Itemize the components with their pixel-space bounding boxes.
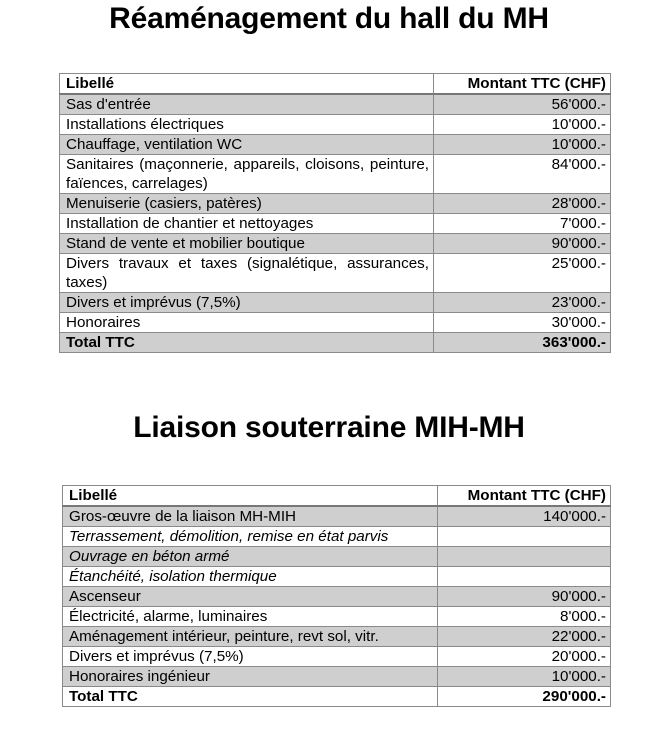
row-label: Étanchéité, isolation thermique (63, 567, 438, 587)
table1-title: Réaménagement du hall du MH (109, 2, 549, 35)
table-row (63, 587, 611, 607)
total-label: Total TTC (63, 687, 438, 707)
table-header-row (60, 74, 611, 95)
row-label: Divers et imprévus (7,5%) (60, 293, 434, 313)
table-row (63, 567, 611, 587)
total-amount: 363'000.- (434, 333, 611, 353)
table-row (63, 647, 611, 667)
table-row (60, 155, 611, 194)
table-row (60, 234, 611, 254)
row-label: Sas d'entrée (60, 94, 434, 115)
row-amount: 25'000.- (434, 254, 611, 293)
row-amount: 10'000.- (434, 115, 611, 135)
row-label: Honoraires (60, 313, 434, 333)
total-amount: 290'000.- (438, 687, 611, 707)
row-amount: 56'000.- (434, 94, 611, 115)
row-amount (438, 527, 611, 547)
row-amount (438, 567, 611, 587)
table-header-row (63, 486, 611, 507)
row-label: Installation de chantier et nettoyages (60, 214, 434, 234)
table-row (63, 506, 611, 527)
row-label: Menuiserie (casiers, patères) (60, 194, 434, 214)
row-label: Électricité, alarme, luminaires (63, 607, 438, 627)
row-label: Aménagement intérieur, peinture, revt sol, vitr. (63, 627, 438, 647)
table-row (60, 313, 611, 333)
row-label: Honoraires ingénieur (63, 667, 438, 687)
table2-title: Liaison souterraine MIH-MH (133, 411, 525, 444)
row-amount: 28'000.- (434, 194, 611, 214)
row-label: Stand de vente et mobilier boutique (60, 234, 434, 254)
row-label: Sanitaires (maçonnerie, appareils, cloisons, peinture, faïences, carrelages) (60, 155, 434, 194)
row-label: Installations électriques (60, 115, 434, 135)
row-amount: 10'000.- (438, 667, 611, 687)
table-row (63, 627, 611, 647)
row-amount: 23'000.- (434, 293, 611, 313)
renovation-hall-budget-table (59, 73, 611, 353)
row-amount: 8'000.- (438, 607, 611, 627)
row-label: Ouvrage en béton armé (63, 547, 438, 567)
table-row (63, 607, 611, 627)
row-amount: 20'000.- (438, 647, 611, 667)
table-row (60, 115, 611, 135)
row-amount: 84'000.- (434, 155, 611, 194)
row-amount: 140'000.- (438, 506, 611, 527)
table-row (60, 214, 611, 234)
table-row (60, 254, 611, 293)
row-label: Divers travaux et taxes (signalétique, assurances, taxes) (60, 254, 434, 293)
header-amount: Montant TTC (CHF) (434, 74, 611, 95)
row-label: Divers et imprévus (7,5%) (63, 647, 438, 667)
row-amount: 30'000.- (434, 313, 611, 333)
table-row (60, 135, 611, 155)
row-amount: 90'000.- (438, 587, 611, 607)
total-row (63, 687, 611, 707)
table-row (60, 293, 611, 313)
total-label: Total TTC (60, 333, 434, 353)
row-amount: 10'000.- (434, 135, 611, 155)
header-amount: Montant TTC (CHF) (438, 486, 611, 507)
table-row (63, 527, 611, 547)
table-row (60, 94, 611, 115)
table-row (63, 667, 611, 687)
row-label: Chauffage, ventilation WC (60, 135, 434, 155)
row-amount: 22'000.- (438, 627, 611, 647)
row-label: Ascenseur (63, 587, 438, 607)
row-amount (438, 547, 611, 567)
header-label: Libellé (63, 486, 438, 507)
header-label: Libellé (60, 74, 434, 95)
table-row (60, 194, 611, 214)
underground-link-budget-table (62, 485, 611, 707)
row-amount: 7'000.- (434, 214, 611, 234)
total-row (60, 333, 611, 353)
row-label: Terrassement, démolition, remise en état parvis (63, 527, 438, 547)
table-row (63, 547, 611, 567)
row-label: Gros-œuvre de la liaison MH-MIH (63, 506, 438, 527)
row-amount: 90'000.- (434, 234, 611, 254)
